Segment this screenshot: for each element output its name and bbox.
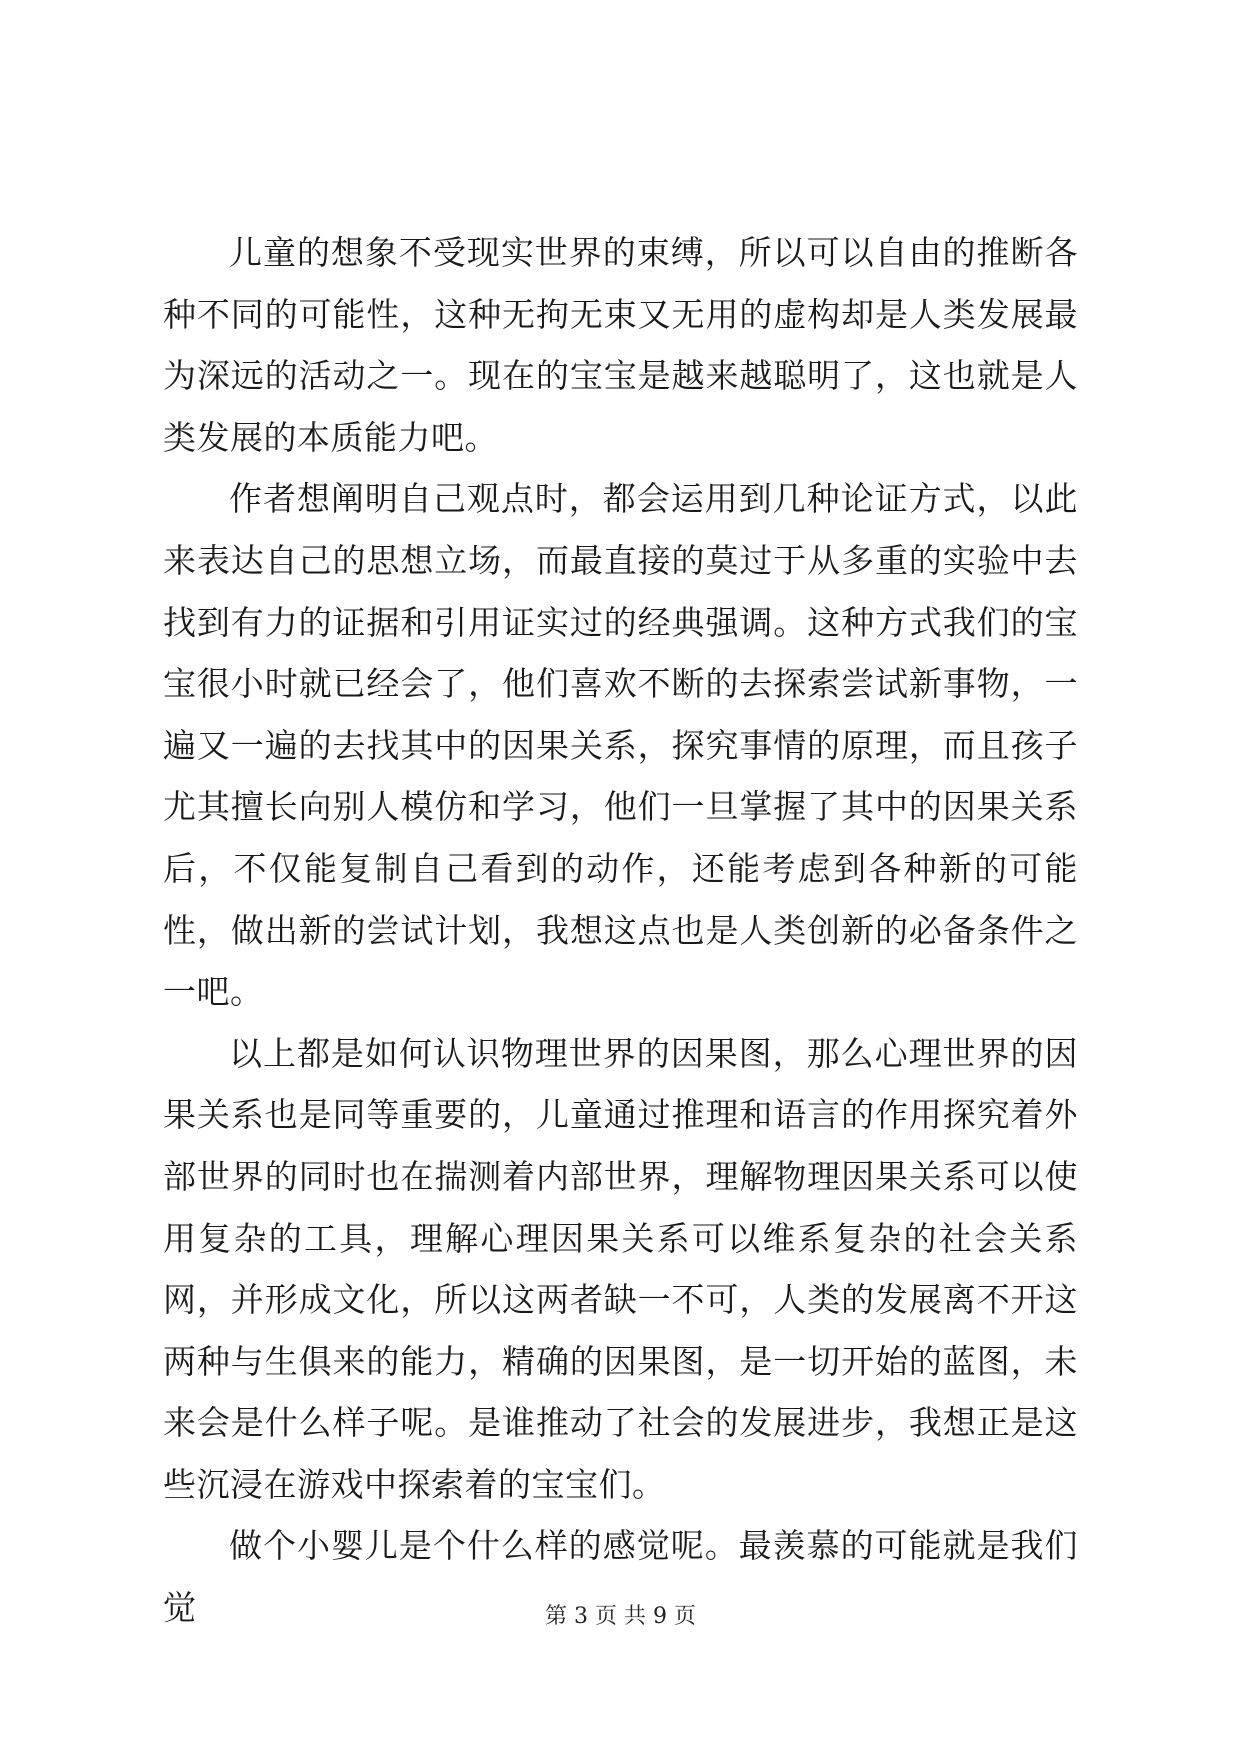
paragraph-2: 作者想阐明自己观点时，都会运用到几种论证方式，以此来表达自己的思想立场，而最直接的莫过于从多重的实验中去找到有力的证据和引用证实过的经典强调。这种方式我们的宝宝很小时就已经会了，他们喜欢不断的去探索尝试新事物，一遍又一遍的去找其中的因果关系，探究事情的原理，而且孩子尤其擅长向别人模仿和学习，他们一旦掌握了其中的因果关系后，不仅能复制自己看到的动作，还能考虑到各种新的可能性，做出新的尝试计划，我想这点也是人类创新的必备条件之一吧。 — [163, 479, 1078, 1012]
paragraph-3: 以上都是如何认识物理世界的因果图，那么心理世界的因果关系也是同等重要的，儿童通过推理和语言的作用探究着外部世界的同时也在揣测着内部世界，理解物理因果关系可以使用复杂的工具，理解心理因果关系可以维系复杂的社会关系网，并形成文化，所以这两者缺一不可，人类的发展离不开这两种与生俱来的能力，精确的因果图，是一切开始的蓝图，未来会是什么样子呢。是谁推动了社会的发展进步，我想正是这些沉浸在游戏中探索着的宝宝们。 — [163, 1033, 1078, 1504]
paragraph-4: 做个小婴儿是个什么样的感觉呢。最羡慕的可能就是我们觉 — [163, 1526, 1078, 1628]
page-number-footer: 第 3 页 共 9 页 — [545, 1604, 696, 1629]
paragraph-1: 儿童的想象不受现实世界的束缚，所以可以自由的推断各种不同的可能性，这种无拘无束又无用的虚构却是人类发展最为深远的活动之一。现在的宝宝是越来越聪明了，这也就是人类发展的本质能力吧。 — [163, 233, 1078, 457]
document-body — [163, 222, 1078, 1639]
